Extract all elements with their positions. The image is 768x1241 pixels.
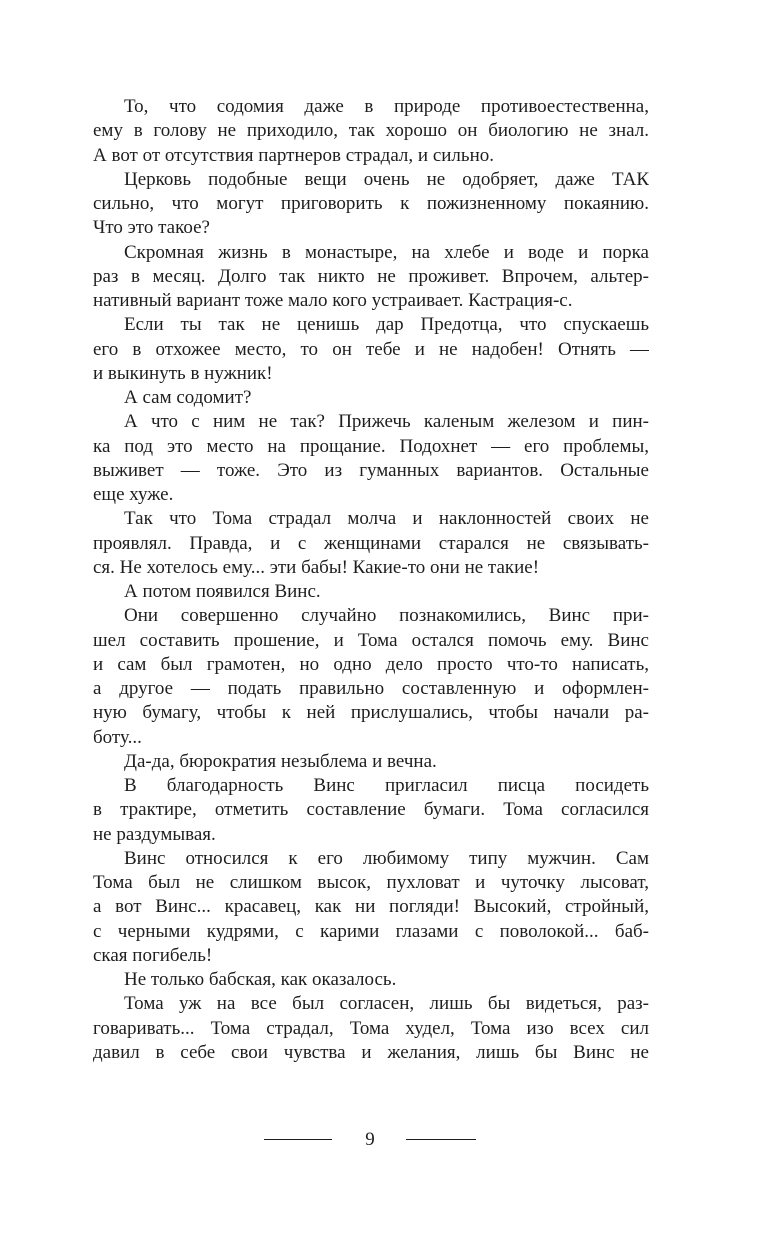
text-line: не раздумывая.	[93, 823, 216, 845]
text-line: ка под это место на прощание. Подохнет — его проблемы,	[93, 435, 649, 457]
text-line: Тома был не слишком высок, пухловат и чуточку лысоват,	[93, 872, 649, 893]
text-line: ская погибель!	[93, 944, 213, 966]
text-line: Да-да, бюрократия незыблема и вечна.	[124, 750, 437, 772]
text-line: Винс относился к его любимому типу мужчин. Сам	[124, 847, 649, 869]
page-number: 9	[365, 1129, 375, 1150]
text-line: сильно, что могут приговорить к пожизненному покаянию.	[93, 193, 649, 214]
text-line: ему в голову не приходило, так хорошо он биологию не знал.	[93, 120, 649, 142]
text-line: давил в себе свои чувства и желания, лишь бы Винс не	[93, 1041, 649, 1063]
text-line: и выкинуть в нужник!	[93, 362, 273, 384]
text-line: боту...	[93, 726, 142, 748]
footer-rule-left	[264, 1139, 332, 1140]
text-line: Церковь подобные вещи очень не одобряет, даже ТАК	[124, 168, 649, 190]
text-line: говаривать... Тома страдал, Тома худел, Тома изо всех сил	[93, 1017, 649, 1039]
text-line: То, что содомия даже в природе противоестественна,	[124, 96, 649, 117]
text-line: Скромная жизнь в монастыре, на хлебе и воде и порка	[124, 241, 649, 263]
footer-rule-right	[406, 1139, 476, 1140]
text-line: его в отхожее место, то он тебе и не надобен! Отнять —	[93, 338, 649, 360]
text-line: с черными кудрями, с карими глазами с поволокой... баб-	[93, 920, 649, 942]
text-line: и сам был грамотен, но одно дело просто что-то написать,	[93, 653, 649, 675]
text-line: ся. Не хотелось ему... эти бабы! Какие-то они не такие!	[93, 556, 540, 578]
text-line: Не только бабская, как оказалось.	[124, 969, 397, 990]
text-line: Что это такое?	[93, 217, 210, 239]
text-line: раз в месяц. Долго так никто не проживет. Впрочем, альтер-	[93, 265, 649, 287]
text-line: Тома уж на все был согласен, лишь бы видеться, раз-	[124, 993, 649, 1015]
text-line: нативный вариант тоже мало кого устраивает. Кастрация-с.	[93, 290, 573, 311]
text-line: в трактире, отметить составление бумаги. Тома согласился	[93, 799, 649, 821]
text-line: Если ты так не ценишь дар Предотца, что спускаешь	[124, 314, 649, 336]
page-footer	[0, 1128, 768, 1152]
text-line: Так что Тома страдал молча и наклонностей своих не	[124, 508, 649, 530]
text-line: проявлял. Правда, и с женщинами старался не связывать-	[93, 532, 649, 554]
text-line: А потом появился Винс.	[124, 581, 321, 602]
text-line: Они совершенно случайно познакомились, Винс при-	[124, 605, 649, 627]
body-text	[93, 95, 649, 1065]
text-line: А сам содомит?	[124, 387, 252, 408]
text-line: выживет — тоже. Это из гуманных вариантов. Остальные	[93, 459, 649, 481]
text-line: В благодарность Винс пригласил писца посидеть	[124, 775, 649, 796]
text-line: а вот Винс... красавец, как ни погляди! Высокий, стройный,	[93, 896, 649, 918]
text-line: еще хуже.	[93, 484, 174, 505]
text-line: шел составить прошение, и Тома остался помочь ему. Винс	[93, 629, 649, 651]
text-line: ную бумагу, чтобы к ней прислушались, чтобы начали ра-	[93, 702, 649, 724]
text-line: а другое — подать правильно составленную и оформлен-	[93, 678, 649, 699]
text-line: А что с ним не так? Прижечь каленым железом и пин-	[124, 411, 649, 433]
text-line: А вот от отсутствия партнеров страдал, и сильно.	[93, 144, 494, 166]
